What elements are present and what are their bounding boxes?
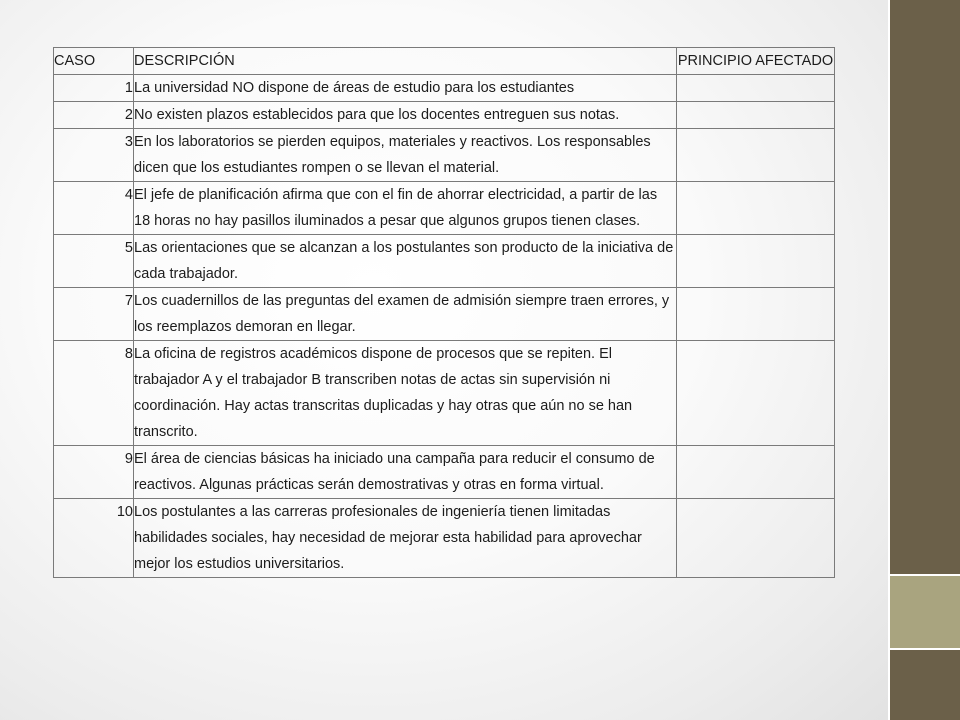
case-number: 1 xyxy=(54,75,134,102)
case-number: 5 xyxy=(54,235,134,288)
sidebar-accent-block xyxy=(890,576,960,648)
case-number: 10 xyxy=(54,499,134,578)
case-description: El jefe de planificación afirma que con el fin de ahorrar electricidad, a partir de las 18 horas no hay pasillos iluminados a pesar que algunos grupos tienen clases. xyxy=(134,182,677,235)
table-header-row xyxy=(54,48,835,75)
case-number: 9 xyxy=(54,446,134,499)
case-description: La oficina de registros académicos dispone de procesos que se repiten. El trabajador A y el trabajador B transcriben notas de actas sin supervisión ni coordinación. Hay actas transcritas duplicadas y hay otras que aún no se han transcrito. xyxy=(134,341,677,446)
case-description: No existen plazos establecidos para que los docentes entreguen sus notas. xyxy=(134,102,677,129)
table-row xyxy=(54,499,835,578)
affected-principle-cell xyxy=(677,102,835,129)
table-row xyxy=(54,129,835,182)
case-description: Las orientaciones que se alcanzan a los postulantes son producto de la iniciativa de cada trabajador. xyxy=(134,235,677,288)
header-caso: CASO xyxy=(54,48,134,75)
affected-principle-cell xyxy=(677,235,835,288)
affected-principle-cell xyxy=(677,75,835,102)
table-row xyxy=(54,288,835,341)
table-row xyxy=(54,446,835,499)
case-number: 2 xyxy=(54,102,134,129)
table-row xyxy=(54,341,835,446)
header-principio-afectado: PRINCIPIO AFECTADO xyxy=(677,48,835,75)
table-row xyxy=(54,235,835,288)
case-description: Los postulantes a las carreras profesionales de ingeniería tienen limitadas habilidades sociales, hay necesidad de mejorar esta habilidad para aprovechar mejor los estudios universitarios. xyxy=(134,499,677,578)
table-row xyxy=(54,75,835,102)
table-row xyxy=(54,182,835,235)
table-row xyxy=(54,102,835,129)
case-number: 4 xyxy=(54,182,134,235)
affected-principle-cell xyxy=(677,129,835,182)
case-description: La universidad NO dispone de áreas de estudio para los estudiantes xyxy=(134,75,677,102)
affected-principle-cell xyxy=(677,499,835,578)
header-descripcion: DESCRIPCIÓN xyxy=(134,48,677,75)
case-number: 8 xyxy=(54,341,134,446)
case-description: El área de ciencias básicas ha iniciado una campaña para reducir el consumo de reactivos. Algunas prácticas serán demostrativas y otras en forma virtual. xyxy=(134,446,677,499)
case-description: Los cuadernillos de las preguntas del examen de admisión siempre traen errores, y los reemplazos demoran en llegar. xyxy=(134,288,677,341)
affected-principle-cell xyxy=(677,288,835,341)
affected-principle-cell xyxy=(677,182,835,235)
accent-divider-bottom xyxy=(890,648,960,650)
case-number: 7 xyxy=(54,288,134,341)
case-description: En los laboratorios se pierden equipos, materiales y reactivos. Los responsables dicen que los estudiantes rompen o se llevan el material. xyxy=(134,129,677,182)
cases-table xyxy=(53,47,835,578)
affected-principle-cell xyxy=(677,341,835,446)
affected-principle-cell xyxy=(677,446,835,499)
case-number: 3 xyxy=(54,129,134,182)
